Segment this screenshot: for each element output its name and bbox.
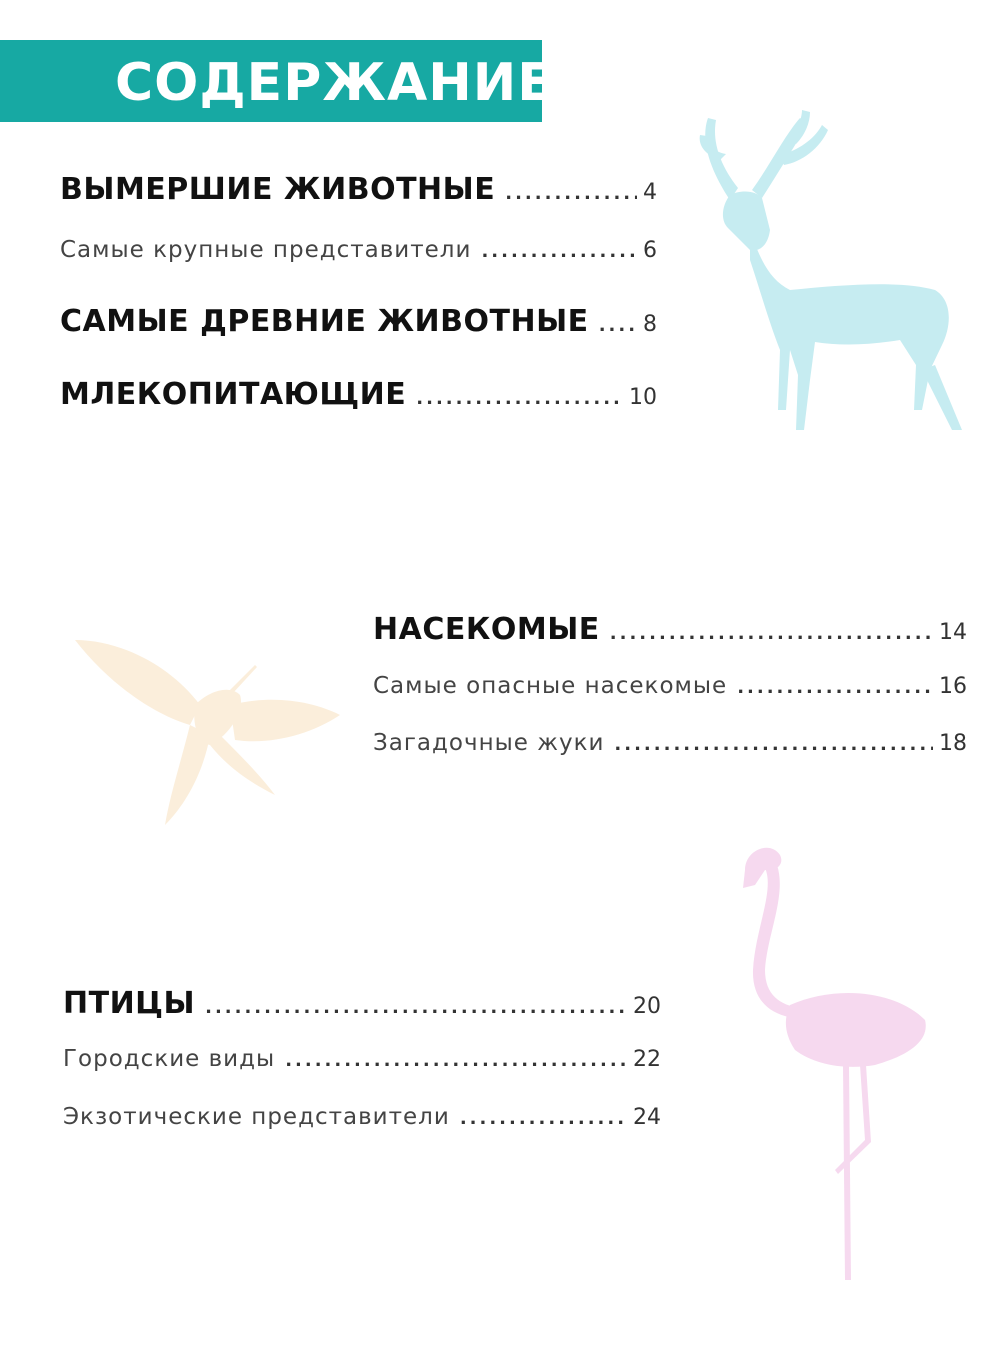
dot-leader <box>737 677 933 698</box>
deer-icon <box>690 110 980 440</box>
toc-entry[interactable] <box>60 304 657 339</box>
dot-leader <box>481 241 637 262</box>
toc-entry-page: 10 <box>629 385 657 410</box>
dot-leader <box>205 997 627 1018</box>
toc-entry-page: 8 <box>643 312 657 337</box>
toc-subentry-title: Загадочные жуки <box>373 730 605 756</box>
toc-subentry-title: Самые крупные представители <box>60 237 472 263</box>
toc-subentry[interactable] <box>63 1104 661 1130</box>
toc-entry[interactable] <box>63 986 661 1021</box>
toc-subentry[interactable] <box>373 673 967 699</box>
toc-subentry-page: 22 <box>633 1047 661 1072</box>
toc-subentry-title: Самые опасные насекомые <box>373 673 728 699</box>
toc-subentry[interactable] <box>373 730 967 756</box>
toc-subentry-title: Городские виды <box>63 1046 276 1072</box>
toc-entry-page: 4 <box>643 180 657 205</box>
dot-leader <box>599 315 637 336</box>
toc-entry-title: МЛЕКОПИТАЮЩИЕ <box>60 377 407 412</box>
toc-entry-page: 20 <box>633 994 661 1019</box>
toc-entry-page: 14 <box>939 620 967 645</box>
toc-entry[interactable] <box>373 612 967 647</box>
toc-subentry-page: 6 <box>643 238 657 263</box>
toc-subentry-page: 16 <box>939 674 967 699</box>
toc-entry-title: НАСЕКОМЫЕ <box>373 612 600 647</box>
dot-leader <box>416 388 623 409</box>
toc-subentry-page: 18 <box>939 731 967 756</box>
toc-entry-title: ВЫМЕРШИЕ ЖИВОТНЫЕ <box>60 172 496 207</box>
moth-icon <box>70 635 345 830</box>
dot-leader <box>505 183 637 204</box>
toc-subentry-page: 24 <box>633 1105 661 1130</box>
toc-entry[interactable] <box>60 377 657 412</box>
toc-entry-title: ПТИЦЫ <box>63 986 196 1021</box>
page-title: СОДЕРЖАНИЕ <box>115 53 554 113</box>
title-banner <box>0 40 554 122</box>
dot-leader <box>610 623 933 644</box>
toc-entry-title: САМЫЕ ДРЕВНИЕ ЖИВОТНЫЕ <box>60 304 589 339</box>
dot-leader <box>460 1108 627 1129</box>
toc-entry[interactable] <box>60 172 657 207</box>
dot-leader <box>614 734 933 755</box>
flamingo-icon <box>725 840 935 1280</box>
toc-subentry-title: Экзотические представители <box>63 1104 450 1130</box>
toc-subentry[interactable] <box>60 237 657 263</box>
dot-leader <box>285 1050 627 1071</box>
toc-subentry[interactable] <box>63 1046 661 1072</box>
